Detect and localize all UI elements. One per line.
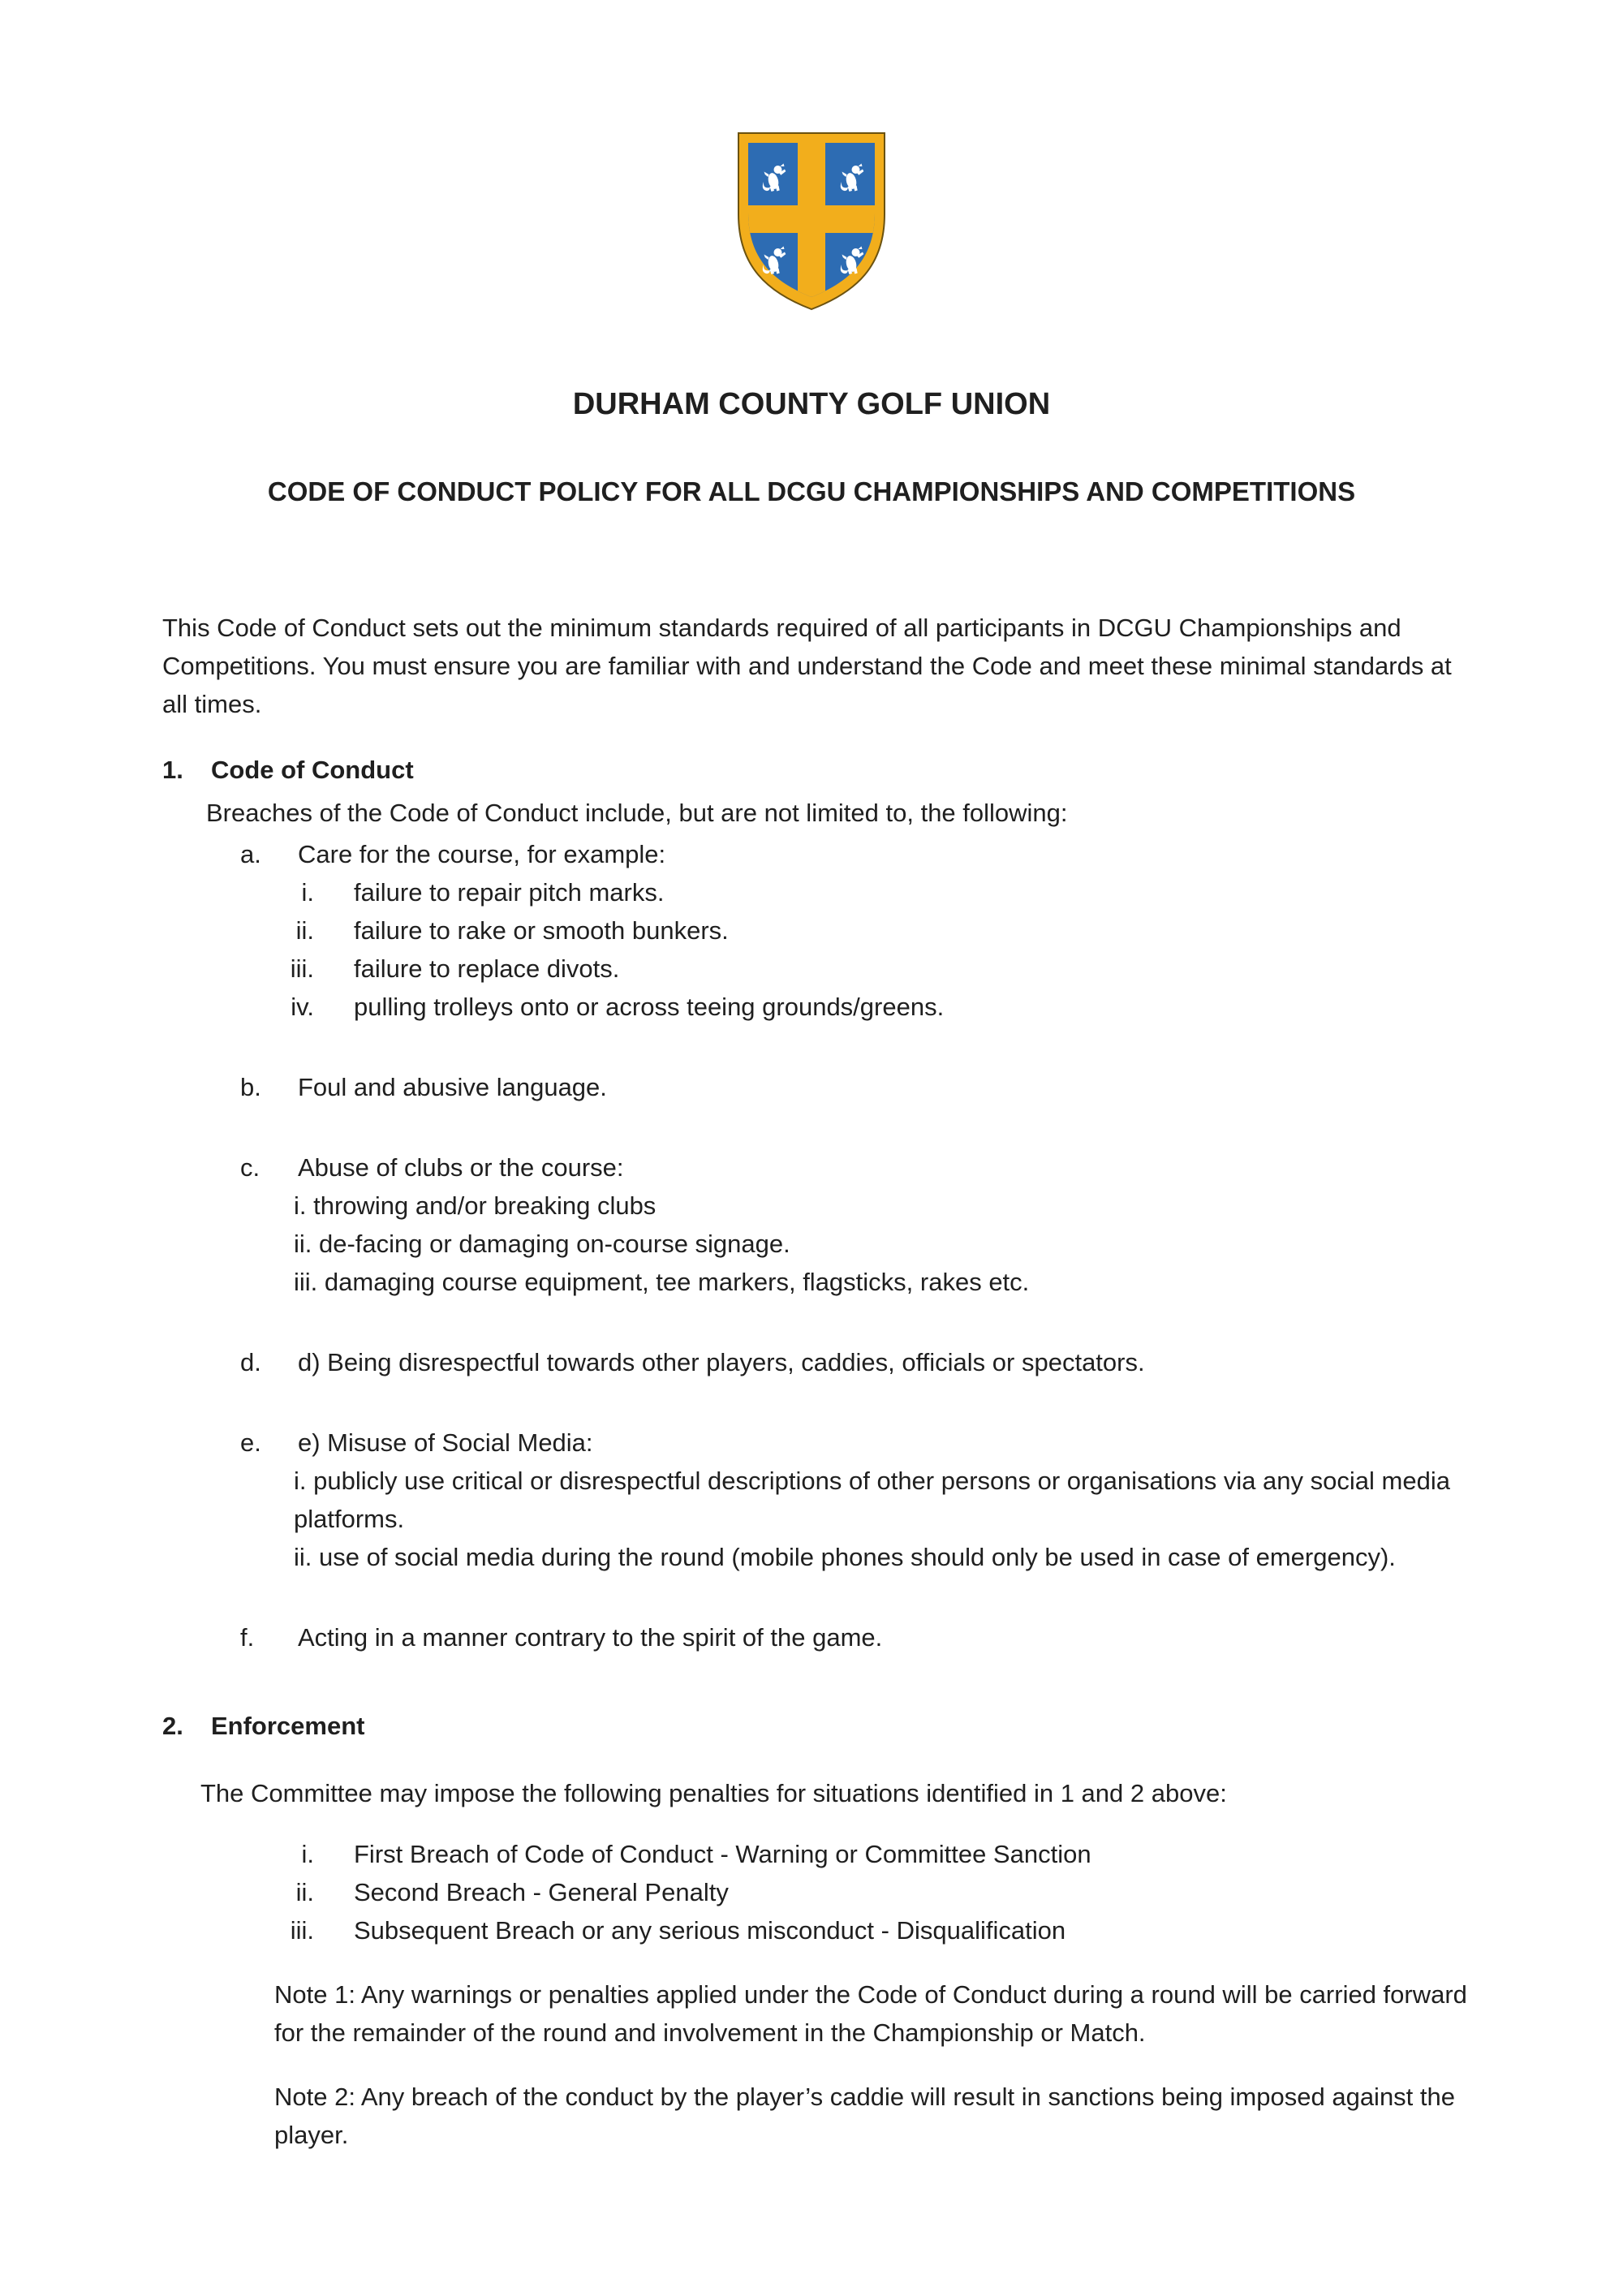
list-item-e-label: e.: [240, 1428, 261, 1457]
list-item-e-ii: ii. use of social media during the round (mobile phones should only be used in case of emergency).: [294, 1543, 1396, 1571]
list-item-a-text: Care for the course, for example:: [298, 840, 666, 868]
roman-label: ii.: [295, 916, 314, 945]
roman-label: i.: [301, 1840, 314, 1868]
list-item-f-label: f.: [240, 1623, 255, 1652]
list-item-c-ii: ii. de-facing or damaging on-course signage.: [294, 1230, 790, 1258]
note-1: Note 1: Any warnings or penalties applied under the Code of Conduct during a round will be carried forward for the remainder of the round and involvement in the Championship or Match.: [274, 1980, 1467, 2047]
list-item-f: [240, 1618, 1623, 1656]
penalty-list: [0, 1835, 1623, 1949]
section-2-number: 2.: [162, 1712, 183, 1740]
section-1-number: 1.: [162, 756, 183, 784]
section-1-title: Code of Conduct: [211, 756, 414, 784]
roman-text: First Breach of Code of Conduct - Warning or Committee Sanction: [354, 1840, 1091, 1868]
roman-text: failure to replace divots.: [354, 954, 620, 983]
roman-label: ii.: [295, 1878, 314, 1906]
list-item-a-iv: [240, 988, 1623, 1026]
roman-label: i.: [301, 878, 314, 907]
roman-label: iii.: [290, 1916, 314, 1945]
document-subtitle: CODE OF CONDUCT POLICY FOR ALL DCGU CHAMPIONSHIPS AND COMPETITIONS: [267, 476, 1356, 506]
penalty-item-i: [240, 1835, 1623, 1873]
list-item-b-label: b.: [240, 1073, 261, 1101]
list-item-d: [240, 1343, 1623, 1381]
list-item-a-iii: [240, 950, 1623, 988]
list-item-a-ii: [240, 911, 1623, 950]
list-item-b-text: Foul and abusive language.: [298, 1073, 607, 1101]
note-2: Note 2: Any breach of the conduct by the player’s caddie will result in sanctions being imposed against the player.: [274, 2083, 1456, 2149]
section-2-title: Enforcement: [211, 1712, 365, 1740]
roman-label: iv.: [291, 993, 314, 1021]
section-1-heading: [162, 751, 1623, 789]
intro-paragraph: This Code of Conduct sets out the minimum standards required of all participants in DCGU Championships and Competitions. You must ensure you are familiar with and understand the Code and meet these minimal standards at all times.: [162, 614, 1452, 718]
document-title: DURHAM COUNTY GOLF UNION: [572, 387, 1051, 421]
roman-text: Second Breach - General Penalty: [354, 1878, 729, 1906]
list-item-e: [240, 1424, 1623, 1462]
roman-text: pulling trolleys onto or across teeing grounds/greens.: [354, 993, 945, 1021]
section-2-heading: [162, 1707, 1623, 1745]
list-item-e-i: i. publicly use critical or disrespectful descriptions of other persons or organisations via any social media platforms.: [294, 1467, 1450, 1533]
list-item-e-text: e) Misuse of Social Media:: [298, 1428, 593, 1457]
list-item-a-i: [240, 873, 1623, 911]
dcgu-crest-logo: [0, 0, 1623, 315]
list-item-a-label: a.: [240, 840, 261, 868]
list-item-c-iii: iii. damaging course equipment, tee markers, flagsticks, rakes etc.: [294, 1268, 1030, 1296]
list-item-c-i: i. throwing and/or breaking clubs: [294, 1191, 657, 1220]
crest-shield-icon: [730, 123, 893, 315]
section-2-lead: The Committee may impose the following penalties for situations identified in 1 and 2 above:: [200, 1779, 1227, 1807]
roman-text: failure to rake or smooth bunkers.: [354, 916, 729, 945]
section-1-lead: Breaches of the Code of Conduct include, but are not limited to, the following:: [206, 799, 1068, 827]
roman-label: iii.: [290, 954, 314, 983]
list-item-b: [240, 1068, 1623, 1106]
list-item-d-text: d) Being disrespectful towards other players, caddies, officials or spectators.: [298, 1348, 1145, 1376]
list-item-c-label: c.: [240, 1153, 260, 1182]
list-item-f-text: Acting in a manner contrary to the spirit of the game.: [298, 1623, 883, 1652]
roman-text: failure to repair pitch marks.: [354, 878, 665, 907]
list-item-d-label: d.: [240, 1348, 261, 1376]
penalty-item-ii: [240, 1873, 1623, 1911]
roman-text: Subsequent Breach or any serious misconduct - Disqualification: [354, 1916, 1066, 1945]
list-item-a: [240, 835, 1623, 873]
list-item-c-text: Abuse of clubs or the course:: [298, 1153, 624, 1182]
penalty-item-iii: [240, 1911, 1623, 1949]
list-item-c: [240, 1148, 1623, 1187]
